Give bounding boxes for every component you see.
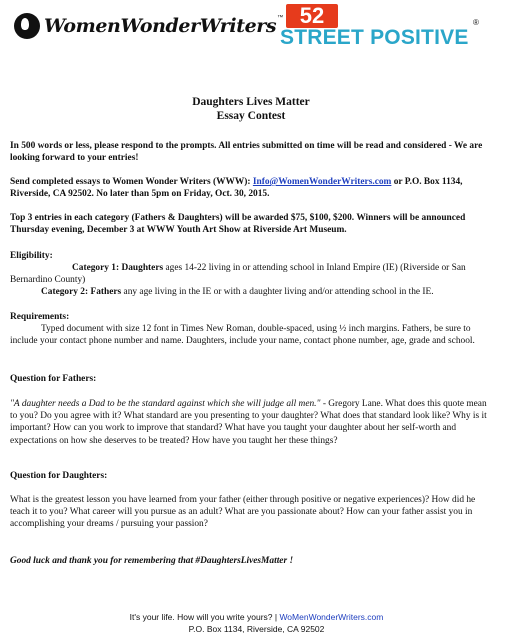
closing-line: Good luck and thank you for remembering that #DaughtersLivesMatter ! bbox=[10, 556, 294, 566]
footer-tagline-text: It's your life. How will you write yours? | bbox=[129, 612, 280, 622]
footer-tagline bbox=[0, 612, 513, 622]
footer-website-link[interactable]: WoMenWonderWriters.com bbox=[279, 612, 384, 622]
fathers-question bbox=[10, 398, 492, 447]
street-positive-logo bbox=[280, 4, 490, 50]
category-2-label: Category 2: Fathers bbox=[41, 287, 122, 297]
daughters-heading: Question for Daughters: bbox=[10, 471, 108, 481]
send-suffix: or P.O. Box 1134, Riverside, CA 92502. No later than 5pm on Friday, Oct. 30, 2015. bbox=[10, 177, 463, 200]
requirements-heading: Requirements: bbox=[10, 312, 70, 322]
fathers-question-text: - Gregory Lane. What does this quote mean to you? Do you agree with it? What standard are you presenting to your daughter? What does that standard look like? Why is it important? How can you work to improve that standard? What have you taught your daughter about her self-worth and expectations on how she deserves to be treated? How have you taught her these things? bbox=[10, 399, 487, 446]
logo-wordmark: WomenWonderWriters bbox=[44, 15, 277, 37]
category-2-text: any age living in the IE or with a daughter living and/or attending school in the IE. bbox=[121, 287, 434, 297]
registered-mark: ® bbox=[473, 18, 479, 27]
awards-paragraph: Top 3 entries in each category (Fathers & Daughters) will be awarded $75, $100, $200. Winners will be announced Thursday evening, December 3 at WWW Youth Art Show at Riverside Art Museum. bbox=[10, 213, 466, 236]
daughters-question: What is the greatest lesson you have learned from your father (either through positive or negative experiences)? How did he teach it to you? What career will you pursue as an adult? What are you passionate about? How can your father assist you in accomplishing your dreams / pursuing your passion? bbox=[10, 495, 476, 530]
page-title: Daughters Lives Matter bbox=[192, 96, 310, 108]
logo-text: STREET POSITIVE bbox=[280, 26, 469, 49]
eligibility-category-2 bbox=[10, 286, 492, 298]
fathers-quote: "A daughter needs a Dad to be the standard against which she will judge all men." bbox=[10, 399, 321, 409]
eligibility-category-1 bbox=[10, 262, 492, 286]
category-1-text: ages 14-22 living in or attending school in Inland Empire (IE) (Riverside or San Bernardino County) bbox=[10, 263, 466, 286]
footer-address: P.O. Box 1134, Riverside, CA 92502 bbox=[188, 624, 325, 634]
logo-number-badge: 52 bbox=[286, 4, 338, 28]
requirements-text: Typed document with size 12 font in Times New Roman, double-spaced, using ½ inch margins. Fathers, be sure to include your contact phone number and name. Daughters, include your name, contact phone number, age, grade and school. bbox=[10, 324, 475, 347]
send-paragraph bbox=[10, 176, 492, 200]
eligibility-heading: Eligibility: bbox=[10, 251, 53, 261]
writer-silhouette-icon bbox=[14, 13, 40, 39]
page-subtitle: Essay Contest bbox=[216, 110, 286, 122]
email-link[interactable]: Info@WomenWonderWriters.com bbox=[252, 177, 392, 187]
trademark-mark: ™ bbox=[277, 15, 284, 21]
send-prefix: Send completed essays to Women Wonder Writers (WWW): bbox=[10, 177, 253, 187]
women-wonder-writers-logo bbox=[14, 12, 283, 40]
intro-paragraph: In 500 words or less, please respond to the prompts. All entries submitted on time will be read and considered - We are looking forward to your entries! bbox=[10, 141, 483, 164]
category-1-label: Category 1: Daughters bbox=[72, 263, 164, 273]
fathers-heading: Question for Fathers: bbox=[10, 374, 97, 384]
